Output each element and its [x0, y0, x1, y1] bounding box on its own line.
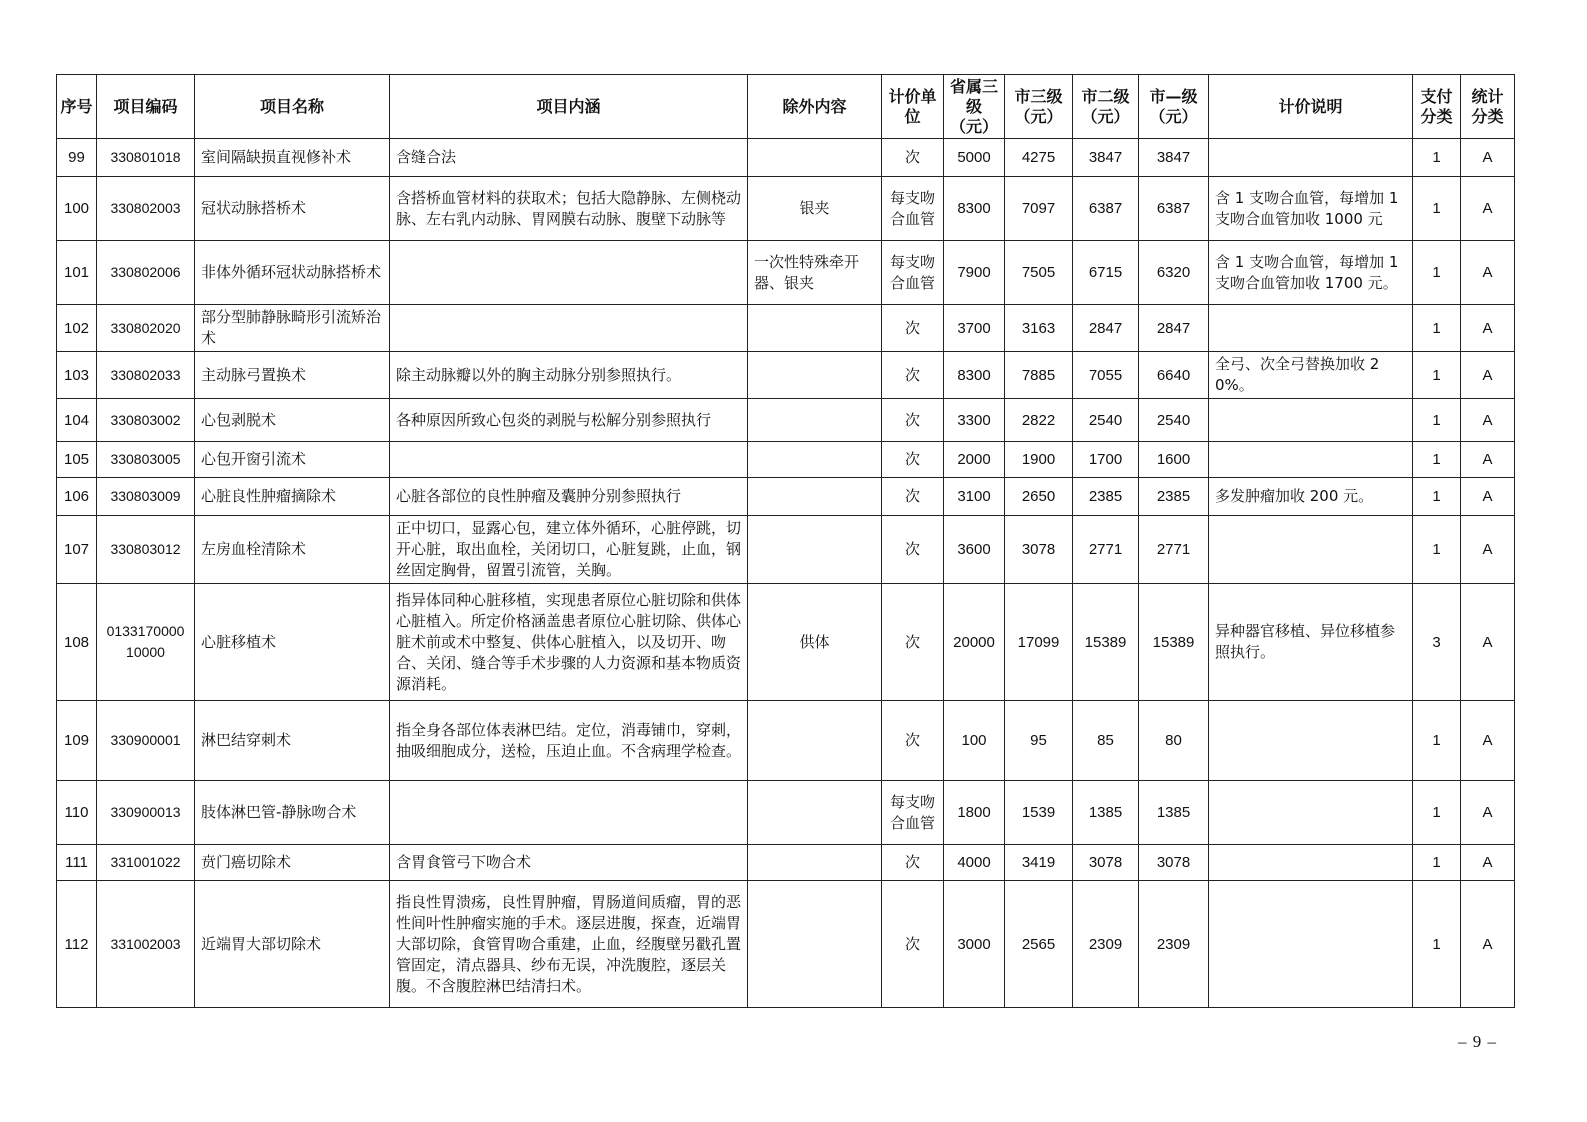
cell-c3: 2650 [1005, 478, 1073, 516]
cell-name: 室间隔缺损直视修补术 [195, 139, 390, 177]
cell-note: 全弓、次全弓替换加收 20%。 [1209, 352, 1413, 399]
cell-code: 330801018 [97, 139, 195, 177]
header-name: 项目名称 [195, 75, 390, 139]
header-c3: 市三级（元） [1005, 75, 1073, 139]
cell-unit: 次 [882, 352, 944, 399]
cell-note [1209, 442, 1413, 478]
cell-stat: A [1461, 781, 1515, 845]
cell-c2: 1385 [1073, 781, 1139, 845]
cell-content [390, 442, 748, 478]
cell-c1: 2309 [1139, 881, 1209, 1008]
cell-pay: 3 [1413, 584, 1461, 701]
cell-note: 多发肿瘤加收 200 元。 [1209, 478, 1413, 516]
cell-content: 含胃食管弓下吻合术 [390, 845, 748, 881]
cell-prov: 7900 [944, 241, 1005, 305]
cell-note [1209, 881, 1413, 1008]
cell-c2: 7055 [1073, 352, 1139, 399]
table-body [57, 139, 1515, 1008]
cell-seq: 99 [57, 139, 97, 177]
cell-code: 330900013 [97, 781, 195, 845]
cell-pay: 1 [1413, 881, 1461, 1008]
cell-unit: 次 [882, 701, 944, 781]
cell-name: 贲门癌切除术 [195, 845, 390, 881]
cell-c2: 2847 [1073, 305, 1139, 352]
cell-excluded [748, 478, 882, 516]
cell-unit: 次 [882, 584, 944, 701]
cell-c2: 6715 [1073, 241, 1139, 305]
cell-excluded [748, 845, 882, 881]
table-header-row [57, 75, 1515, 139]
cell-code: 331001022 [97, 845, 195, 881]
cell-c1: 6320 [1139, 241, 1209, 305]
cell-stat: A [1461, 584, 1515, 701]
cell-seq: 110 [57, 781, 97, 845]
cell-prov: 1800 [944, 781, 1005, 845]
cell-note: 异种器官移植、异位移植参照执行。 [1209, 584, 1413, 701]
page-number: – 9 – [1458, 1032, 1497, 1051]
cell-unit: 次 [882, 399, 944, 442]
cell-name: 冠状动脉搭桥术 [195, 177, 390, 241]
cell-c2: 15389 [1073, 584, 1139, 701]
cell-c2: 2385 [1073, 478, 1139, 516]
cell-c1: 6387 [1139, 177, 1209, 241]
cell-name: 心包剥脱术 [195, 399, 390, 442]
cell-prov: 3600 [944, 516, 1005, 584]
header-content: 项目内涵 [390, 75, 748, 139]
header-stat: 统计分类 [1461, 75, 1515, 139]
table-row [57, 845, 1515, 881]
cell-c1: 15389 [1139, 584, 1209, 701]
cell-code: 013317000010000 [97, 584, 195, 701]
cell-c2: 85 [1073, 701, 1139, 781]
cell-seq: 111 [57, 845, 97, 881]
cell-code: 330802003 [97, 177, 195, 241]
cell-pay: 1 [1413, 352, 1461, 399]
cell-excluded: 供体 [748, 584, 882, 701]
cell-prov: 3100 [944, 478, 1005, 516]
cell-c1: 2540 [1139, 399, 1209, 442]
cell-excluded [748, 701, 882, 781]
cell-c3: 3419 [1005, 845, 1073, 881]
cell-seq: 101 [57, 241, 97, 305]
cell-excluded [748, 781, 882, 845]
cell-note [1209, 139, 1413, 177]
cell-note [1209, 845, 1413, 881]
cell-c1: 2847 [1139, 305, 1209, 352]
header-seq: 序号 [57, 75, 97, 139]
table-row [57, 584, 1515, 701]
cell-pay: 1 [1413, 399, 1461, 442]
cell-unit: 次 [882, 516, 944, 584]
table-row [57, 352, 1515, 399]
table-row [57, 478, 1515, 516]
cell-excluded [748, 399, 882, 442]
cell-code: 330803005 [97, 442, 195, 478]
cell-pay: 1 [1413, 478, 1461, 516]
cell-pay: 1 [1413, 139, 1461, 177]
cell-c2: 2771 [1073, 516, 1139, 584]
cell-prov: 3000 [944, 881, 1005, 1008]
table-row [57, 781, 1515, 845]
cell-content [390, 781, 748, 845]
cell-note [1209, 701, 1413, 781]
cell-stat: A [1461, 399, 1515, 442]
cell-excluded: 银夹 [748, 177, 882, 241]
cell-stat: A [1461, 845, 1515, 881]
cell-name: 心脏移植术 [195, 584, 390, 701]
cell-note: 含 1 支吻合血管，每增加 1 支吻合血管加收 1000 元 [1209, 177, 1413, 241]
cell-stat: A [1461, 352, 1515, 399]
cell-c1: 6640 [1139, 352, 1209, 399]
cell-seq: 100 [57, 177, 97, 241]
cell-content: 除主动脉瓣以外的胸主动脉分别参照执行。 [390, 352, 748, 399]
cell-pay: 1 [1413, 241, 1461, 305]
cell-content [390, 305, 748, 352]
cell-name: 部分型肺静脉畸形引流矫治术 [195, 305, 390, 352]
header-c2: 市二级（元） [1073, 75, 1139, 139]
cell-name: 肢体淋巴管-静脉吻合术 [195, 781, 390, 845]
cell-c1: 2771 [1139, 516, 1209, 584]
cell-seq: 112 [57, 881, 97, 1008]
cell-stat: A [1461, 139, 1515, 177]
cell-prov: 2000 [944, 442, 1005, 478]
cell-content [390, 241, 748, 305]
cell-note: 含 1 支吻合血管，每增加 1 支吻合血管加收 1700 元。 [1209, 241, 1413, 305]
cell-c1: 1385 [1139, 781, 1209, 845]
cell-code: 330802006 [97, 241, 195, 305]
cell-prov: 5000 [944, 139, 1005, 177]
cell-content: 含搭桥血管材料的获取术；包括大隐静脉、左侧桡动脉、左右乳内动脉、胃网膜右动脉、腹壁下动脉等 [390, 177, 748, 241]
cell-unit: 每支吻合血管 [882, 177, 944, 241]
cell-c1: 3078 [1139, 845, 1209, 881]
cell-prov: 3700 [944, 305, 1005, 352]
cell-pay: 1 [1413, 177, 1461, 241]
cell-seq: 104 [57, 399, 97, 442]
cell-excluded [748, 516, 882, 584]
table-row [57, 516, 1515, 584]
cell-pay: 1 [1413, 701, 1461, 781]
cell-stat: A [1461, 881, 1515, 1008]
cell-c3: 95 [1005, 701, 1073, 781]
header-note: 计价说明 [1209, 75, 1413, 139]
cell-c3: 17099 [1005, 584, 1073, 701]
cell-stat: A [1461, 478, 1515, 516]
cell-c3: 1900 [1005, 442, 1073, 478]
cell-unit: 次 [882, 305, 944, 352]
cell-unit: 次 [882, 845, 944, 881]
cell-c1: 3847 [1139, 139, 1209, 177]
cell-c3: 1539 [1005, 781, 1073, 845]
cell-c3: 4275 [1005, 139, 1073, 177]
header-prov: 省属三级（元） [944, 75, 1005, 139]
cell-stat: A [1461, 701, 1515, 781]
cell-content: 指异体同种心脏移植，实现患者原位心脏切除和供体心脏植入。所定价格涵盖患者原位心脏切除、供体心脏术前或术中整复、供体心脏植入，以及切开、吻合、关闭、缝合等手术步骤的人力资源和基本物质资源消耗。 [390, 584, 748, 701]
cell-c2: 3847 [1073, 139, 1139, 177]
cell-c1: 2385 [1139, 478, 1209, 516]
cell-excluded [748, 442, 882, 478]
cell-content: 指全身各部位体表淋巴结。定位，消毒铺巾，穿刺，抽吸细胞成分，送检，压迫止血。不含病理学检查。 [390, 701, 748, 781]
cell-pay: 1 [1413, 442, 1461, 478]
header-code: 项目编码 [97, 75, 195, 139]
header-excluded: 除外内容 [748, 75, 882, 139]
cell-note [1209, 399, 1413, 442]
cell-c1: 1600 [1139, 442, 1209, 478]
price-table [56, 74, 1515, 1008]
cell-content: 正中切口，显露心包，建立体外循环，心脏停跳，切开心脏，取出血栓，关闭切口，心脏复跳，止血，钢丝固定胸骨，留置引流管，关胸。 [390, 516, 748, 584]
cell-excluded [748, 139, 882, 177]
table-row [57, 881, 1515, 1008]
cell-c3: 3163 [1005, 305, 1073, 352]
header-unit: 计价单位 [882, 75, 944, 139]
cell-stat: A [1461, 516, 1515, 584]
cell-code: 330802033 [97, 352, 195, 399]
cell-content: 指良性胃溃疡，良性胃肿瘤，胃肠道间质瘤，胃的恶性间叶性肿瘤实施的手术。逐层进腹，探查，近端胃大部切除，食管胃吻合重建，止血，经腹壁另戳孔置管固定，清点器具、纱布无误，冲洗腹腔，逐层关腹。不含腹腔淋巴结清扫术。 [390, 881, 748, 1008]
cell-prov: 20000 [944, 584, 1005, 701]
table-row [57, 177, 1515, 241]
cell-code: 330900001 [97, 701, 195, 781]
table-row [57, 241, 1515, 305]
header-c1: 市—级（元） [1139, 75, 1209, 139]
cell-seq: 108 [57, 584, 97, 701]
cell-c3: 2565 [1005, 881, 1073, 1008]
cell-unit: 每支吻合血管 [882, 781, 944, 845]
cell-c2: 2309 [1073, 881, 1139, 1008]
cell-seq: 105 [57, 442, 97, 478]
cell-note [1209, 781, 1413, 845]
cell-c1: 80 [1139, 701, 1209, 781]
cell-c2: 6387 [1073, 177, 1139, 241]
cell-unit: 次 [882, 478, 944, 516]
cell-name: 心脏良性肿瘤摘除术 [195, 478, 390, 516]
cell-seq: 107 [57, 516, 97, 584]
cell-prov: 4000 [944, 845, 1005, 881]
cell-seq: 103 [57, 352, 97, 399]
cell-stat: A [1461, 442, 1515, 478]
cell-pay: 1 [1413, 516, 1461, 584]
cell-name: 非体外循环冠状动脉搭桥术 [195, 241, 390, 305]
cell-note [1209, 516, 1413, 584]
table-row [57, 305, 1515, 352]
cell-name: 左房血栓清除术 [195, 516, 390, 584]
cell-content: 心脏各部位的良性肿瘤及囊肿分别参照执行 [390, 478, 748, 516]
cell-stat: A [1461, 241, 1515, 305]
cell-name: 淋巴结穿刺术 [195, 701, 390, 781]
cell-code: 330803012 [97, 516, 195, 584]
cell-c3: 7097 [1005, 177, 1073, 241]
cell-prov: 3300 [944, 399, 1005, 442]
table-row [57, 442, 1515, 478]
cell-c2: 2540 [1073, 399, 1139, 442]
cell-excluded [748, 352, 882, 399]
cell-stat: A [1461, 305, 1515, 352]
cell-note [1209, 305, 1413, 352]
cell-pay: 1 [1413, 305, 1461, 352]
table-row [57, 701, 1515, 781]
cell-code: 330803002 [97, 399, 195, 442]
cell-name: 主动脉弓置换术 [195, 352, 390, 399]
cell-code: 330803009 [97, 478, 195, 516]
cell-excluded [748, 305, 882, 352]
cell-unit: 每支吻合血管 [882, 241, 944, 305]
cell-excluded [748, 881, 882, 1008]
cell-name: 近端胃大部切除术 [195, 881, 390, 1008]
cell-name: 心包开窗引流术 [195, 442, 390, 478]
cell-c3: 2822 [1005, 399, 1073, 442]
cell-c3: 7505 [1005, 241, 1073, 305]
cell-prov: 100 [944, 701, 1005, 781]
cell-stat: A [1461, 177, 1515, 241]
cell-content: 各种原因所致心包炎的剥脱与松解分别参照执行 [390, 399, 748, 442]
cell-prov: 8300 [944, 352, 1005, 399]
cell-content: 含缝合法 [390, 139, 748, 177]
header-pay: 支付分类 [1413, 75, 1461, 139]
cell-pay: 1 [1413, 845, 1461, 881]
table-row [57, 139, 1515, 177]
cell-prov: 8300 [944, 177, 1005, 241]
cell-unit: 次 [882, 139, 944, 177]
cell-c3: 3078 [1005, 516, 1073, 584]
table-row [57, 399, 1515, 442]
cell-c2: 1700 [1073, 442, 1139, 478]
cell-excluded: 一次性特殊牵开器、银夹 [748, 241, 882, 305]
cell-pay: 1 [1413, 781, 1461, 845]
cell-unit: 次 [882, 442, 944, 478]
cell-code: 330802020 [97, 305, 195, 352]
cell-seq: 102 [57, 305, 97, 352]
cell-c2: 3078 [1073, 845, 1139, 881]
cell-c3: 7885 [1005, 352, 1073, 399]
cell-seq: 106 [57, 478, 97, 516]
cell-seq: 109 [57, 701, 97, 781]
cell-code: 331002003 [97, 881, 195, 1008]
cell-unit: 次 [882, 881, 944, 1008]
